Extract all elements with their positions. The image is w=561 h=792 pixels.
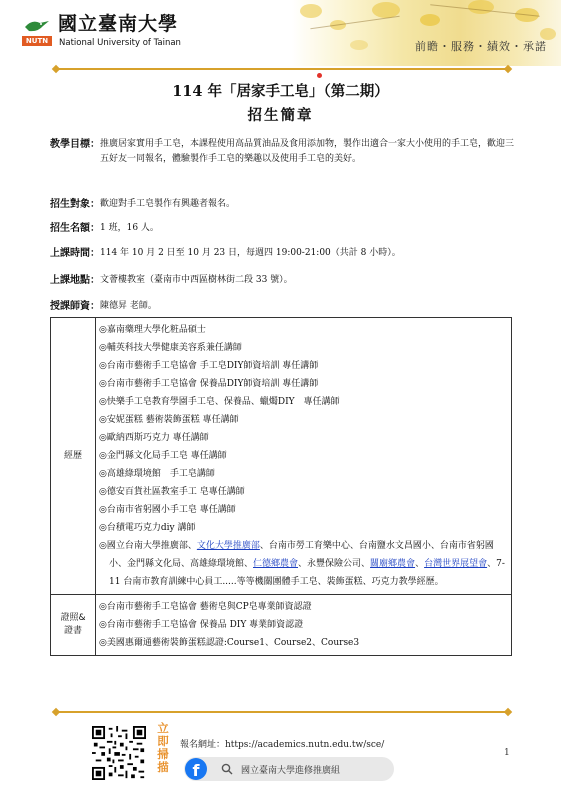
list-item: ◎美國惠爾通藝術裝飾蛋糕認證:Course1、Course2、Course3: [99, 638, 360, 648]
qr-code-icon[interactable]: [92, 726, 146, 780]
page-number: 1: [504, 748, 510, 758]
qr-caption-char: 描: [157, 760, 169, 774]
university-name-chinese: 國立臺南大學: [58, 13, 179, 35]
info-row-time: [50, 246, 520, 261]
list-item: ◎嘉南藥理大學化粧品碩士: [99, 325, 206, 335]
title-accent-dot: [317, 73, 322, 78]
list-item: ◎德安百貨社區教室手工 皂專任講師: [99, 487, 245, 497]
university-motto: 前瞻・服務・績效・承諾: [415, 40, 547, 53]
link-rende-farmers-association[interactable]: 仁德鄉農會: [253, 559, 299, 569]
search-icon: [221, 763, 233, 775]
institutions-text: 、永豐保險公司、: [298, 559, 371, 569]
teacher-credentials-table: [50, 317, 512, 656]
bird-emblem-icon: [24, 18, 50, 34]
link-world-vision-taiwan[interactable]: 台灣世界展望會: [424, 559, 488, 569]
qr-caption-char: 即: [157, 734, 169, 748]
info-row-target: [50, 197, 520, 212]
list-item-institutions: [99, 537, 505, 591]
twig-decoration: [310, 16, 399, 30]
link-culture-university[interactable]: 文化大學推廣部: [196, 541, 260, 551]
list-item: ◎台南市藝術手工皂協會 藝術皂與CP皂專業師資認證: [99, 602, 312, 612]
certificates-header-line: 證照&: [60, 613, 86, 623]
registration-url[interactable]: 報名網址：https://academics.nutn.edu.tw/sce/: [180, 740, 385, 750]
qr-caption-char: 掃: [157, 747, 169, 761]
facebook-icon[interactable]: f: [185, 758, 207, 780]
info-value: 陳德昇 老師。: [100, 301, 157, 311]
list-item: ◎台南市藝術手工皂協會 手工皂DIY師資培訓 專任講師: [99, 361, 319, 371]
info-label: 上課時間：: [50, 248, 100, 259]
logo-wordmark: NUTN: [22, 36, 52, 46]
page-subtitle: 招生簡章: [247, 107, 314, 124]
info-row-teacher: [50, 299, 520, 314]
info-value: 歡迎對手工皂製作有興趣者報名。: [100, 199, 236, 209]
table-row-experience: [51, 318, 512, 595]
list-item: ◎金門縣文化局手工皂 專任講師: [99, 451, 227, 461]
link-guanmiao-farmers-association[interactable]: 關廟鄉農會: [370, 559, 416, 569]
list-item: ◎台南市省躬國小手工皂 專任講師: [99, 505, 236, 515]
facebook-page-name: 國立臺南大學進修推廣組: [241, 765, 341, 776]
certificates-header: [51, 595, 96, 656]
certificates-cell: [96, 595, 512, 656]
qr-scan-caption: [156, 722, 170, 774]
list-item: ◎台南市藝術手工皂協會 保養品DIY師資培訓 專任講師: [99, 379, 319, 389]
page-header: [0, 0, 561, 66]
info-label: 上課地點：: [50, 275, 100, 286]
list-item: ◎歐納西斯巧克力 專任講師: [99, 433, 209, 443]
institutions-text: ◎國立台南大學推廣部、: [99, 541, 197, 551]
info-row-goal: [50, 137, 520, 167]
list-item: ◎高雄綠環境館 手工皂講師: [99, 469, 215, 479]
info-value: 文薈樓教室（臺南市中西區樹林街二段 33 號）。: [100, 275, 293, 285]
info-label: 授課師資：: [50, 301, 100, 312]
institutions-text: 、台南市勞工育樂中心、台南鹽水文昌國小、台南市省躬國小、金門縣文化局、高雄綠環境館、: [109, 541, 494, 569]
list-item: ◎輔英科技大學健康美容系兼任講師: [99, 343, 242, 353]
institutions-text: 、7-11 台南市教育訓練中心員工.....等等機關團體手工皂、裝飾蛋糕、巧克力教學經歷。: [109, 559, 505, 587]
info-label: 招生對象：: [50, 199, 100, 210]
table-row-certificates: [51, 595, 512, 656]
blossom-decoration: [350, 40, 368, 50]
page-title: 114 年「居家手工皂」（第二期）: [172, 83, 389, 100]
info-row-place: [50, 273, 520, 288]
header-divider: [56, 68, 508, 70]
list-item: ◎快樂手工皂教育學園手工皂、保養品、蠟燭DIY 專任講師: [99, 397, 340, 407]
university-logo-icon: [22, 12, 52, 48]
blossom-decoration: [300, 4, 322, 18]
experience-header: 經歷: [51, 318, 96, 595]
facebook-search-bar[interactable]: [184, 757, 394, 781]
certificates-header-line: 證書: [63, 626, 82, 636]
footer-divider: [56, 711, 508, 713]
blossom-decoration: [468, 0, 494, 14]
list-item: ◎安妮蛋糕 藝術裝飾蛋糕 專任講師: [99, 415, 239, 425]
info-value: 推廣居家實用手工皂，本課程使用高品質油品及食用添加物，製作出適合一家大小使用的手工皂，歡迎三五好友一同報名，體驗製作手工皂的樂趣以及使用手工皂的美好。: [100, 139, 515, 164]
info-value: 114 年 10 月 2 日至 10 月 23 日，每週四 19:00-21:00（共計 8 小時）。: [100, 248, 401, 258]
blossom-decoration: [420, 14, 440, 26]
info-value: 1 班，16 人。: [100, 223, 159, 233]
list-item: ◎台南市藝術手工皂協會 保養品 DIY 專業師資認證: [99, 620, 304, 630]
info-label: 招生名額：: [50, 223, 100, 234]
list-item: ◎台積電巧克力diy 講師: [99, 523, 196, 533]
qr-caption-char: 立: [157, 721, 169, 735]
info-label: 教學目標：: [50, 139, 100, 150]
experience-cell: [96, 318, 512, 595]
institutions-text: 、: [415, 559, 425, 569]
university-name-english: National University of Tainan: [59, 38, 181, 48]
info-row-quota: [50, 221, 520, 236]
